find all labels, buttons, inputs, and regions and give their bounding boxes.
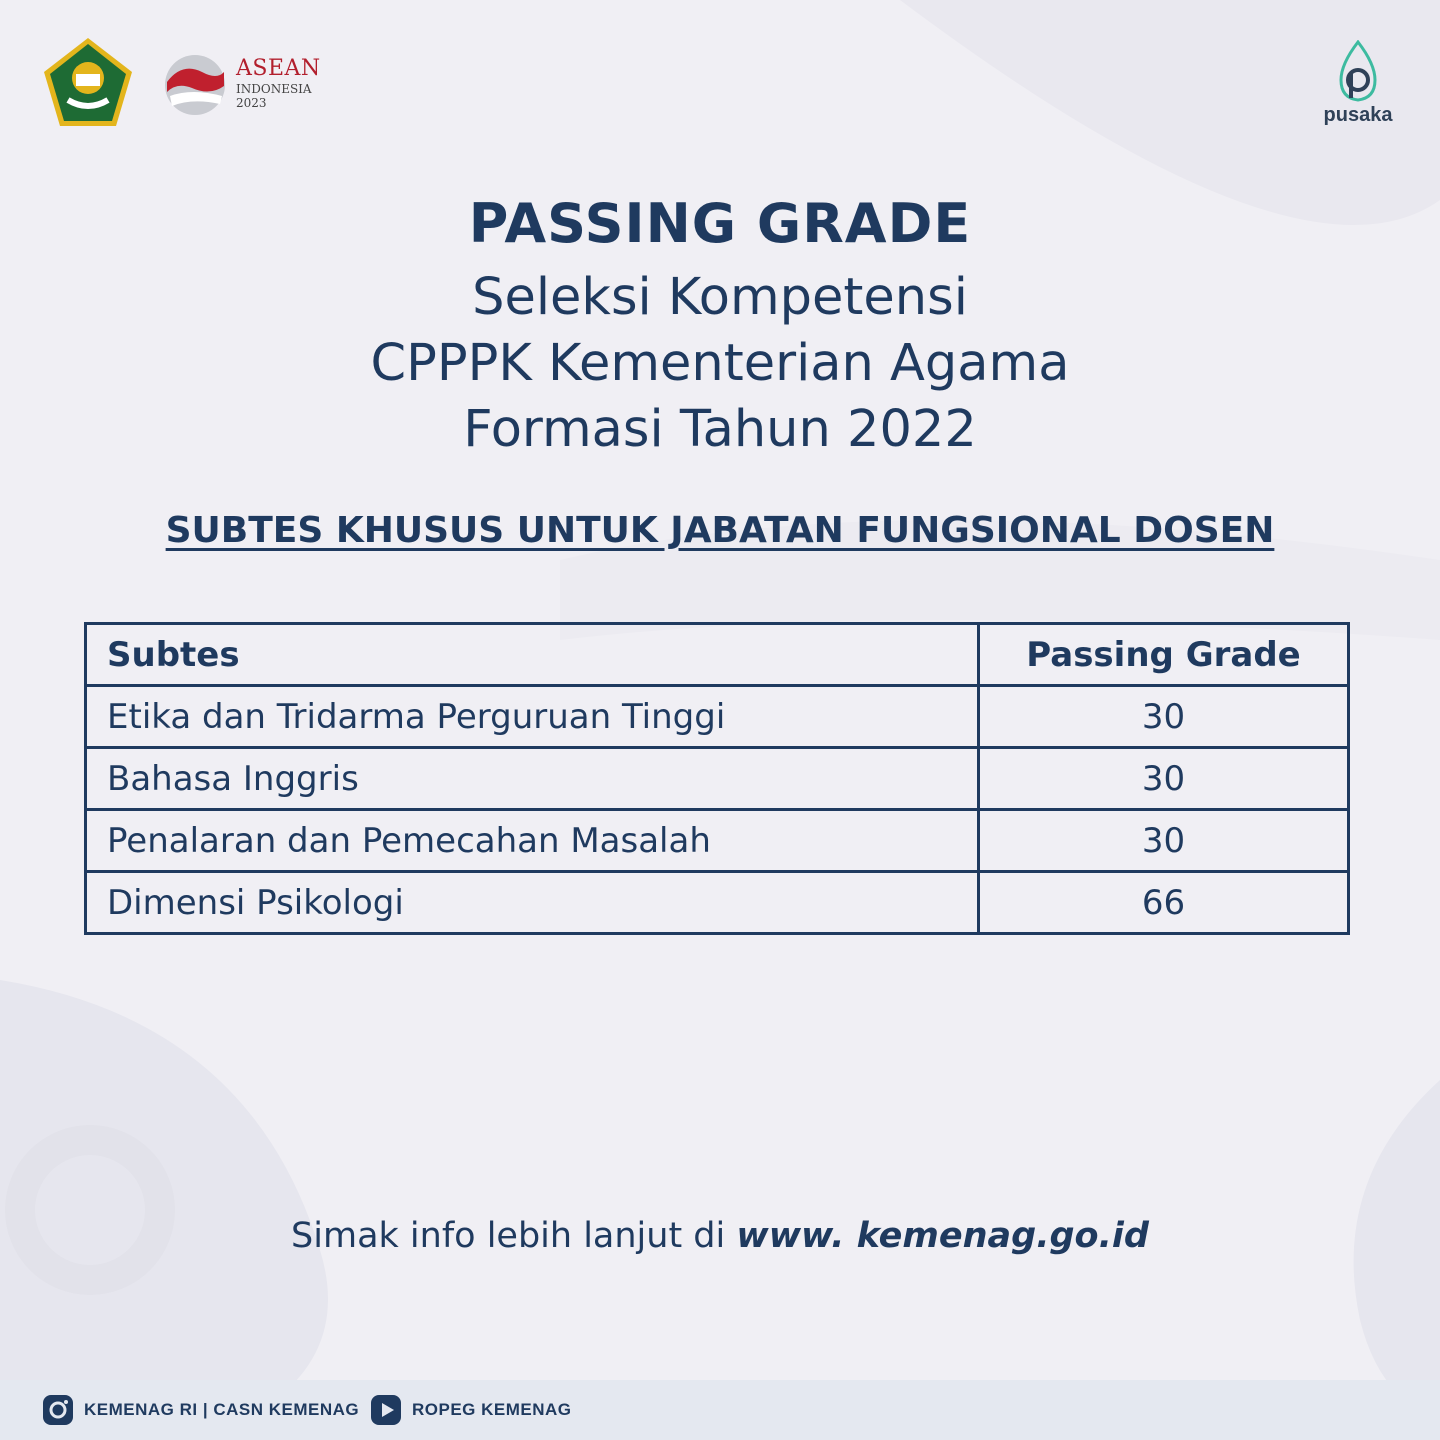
asean-wordmark <box>236 58 321 109</box>
table-row <box>86 748 1349 810</box>
kemenag-logo <box>40 36 136 128</box>
subtes-cell: Bahasa Inggris <box>86 748 979 810</box>
asean-year: 2023 <box>236 96 267 110</box>
page-title: PASSING GRADE <box>468 192 972 255</box>
asean-subtitle: INDONESIA <box>236 82 312 96</box>
pusaka-drop-icon <box>1333 40 1383 104</box>
footer-note-prefix: Simak info lebih lanjut di <box>291 1216 726 1256</box>
table-row <box>86 686 1349 748</box>
website-link[interactable]: www. kemenag.go.id <box>736 1216 1149 1256</box>
footer-note <box>0 1216 1440 1256</box>
grade-cell: 66 <box>979 872 1349 934</box>
passing-grade-table <box>84 622 1350 935</box>
subtes-cell: Dimensi Psikologi <box>86 872 979 934</box>
heading-line-3: Formasi Tahun 2022 <box>463 400 977 459</box>
asean-emblem-icon <box>162 52 232 118</box>
grade-cell: 30 <box>979 748 1349 810</box>
instagram-label: KEMENAG RI | CASN KEMENAG <box>84 1400 360 1419</box>
youtube-icon <box>370 1394 402 1426</box>
table-header-row <box>86 624 1349 686</box>
pusaka-logo <box>1310 40 1406 132</box>
grade-cell: 30 <box>979 686 1349 748</box>
subtes-cell: Penalaran dan Pemecahan Masalah <box>86 810 979 872</box>
pusaka-label: pusaka <box>1323 104 1393 126</box>
section-title: SUBTES KHUSUS UNTUK JABATAN FUNGSIONAL DOSEN <box>165 510 1275 551</box>
table-row <box>86 872 1349 934</box>
header-subtes: Subtes <box>86 624 979 686</box>
youtube-channel[interactable] <box>370 1393 572 1427</box>
youtube-label: ROPEG KEMENAG <box>412 1400 572 1419</box>
header-passing-grade: Passing Grade <box>979 624 1349 686</box>
instagram-handle[interactable] <box>42 1393 359 1427</box>
heading-line-2: CPPPK Kementerian Agama <box>370 334 1070 393</box>
asean-logo <box>162 52 322 118</box>
subtes-cell: Etika dan Tridarma Perguruan Tinggi <box>86 686 979 748</box>
heading-line-1: Seleksi Kompetensi <box>472 268 968 327</box>
table-row <box>86 810 1349 872</box>
asean-title: ASEAN <box>236 56 321 81</box>
grade-cell: 30 <box>979 810 1349 872</box>
instagram-icon <box>42 1394 74 1426</box>
